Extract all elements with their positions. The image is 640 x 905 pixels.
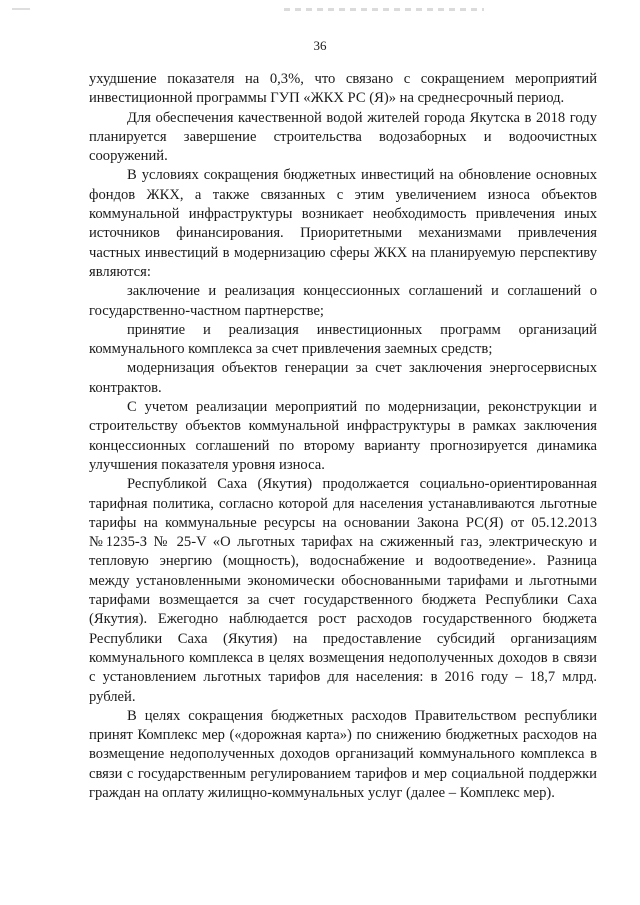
paragraph-3: В условиях сокращения бюджетных инвестиций на обновление основных фондов ЖКХ, а также связанных с этим увеличением износа объектов коммунальной инфраструктуры возникает необходимость привлечения иных источников финансирования. Приоритетными механизмами привлечения частных инвестиций в модернизацию сферы ЖКХ на планируемую перспективу являются: — [89, 167, 597, 280]
list-item-concessions: заключение и реализация концессионных соглашений и соглашений о государственно-частном партнерстве; — [89, 283, 597, 319]
list-item-investment-programs: принятие и реализация инвестиционных программ организаций коммунального комплекса за счет привлечения заемных средств; — [89, 321, 597, 358]
paragraph-1: ухудшение показателя на 0,3%, что связано с сокращением мероприятий инвестиционной программы ГУП «ЖКХ РС (Я)» на среднесрочный период. — [89, 71, 597, 107]
list-item-generation-modernization: модернизация объектов генерации за счет заключения энергосервисных контрактов. — [89, 360, 597, 396]
paragraph-6: В целях сокращения бюджетных расходов Правительством республики принят Комплекс мер («дорожная карта») по снижению бюджетных расходов на возмещение недополученных доходов организаций коммунального комплекса в связи с государственным регулированием тарифов и мер социальной поддержки граждан на оплату жилищно-коммунальных услуг (далее – Комплекс мер). — [89, 707, 597, 801]
scan-artifact-top — [284, 8, 484, 11]
document-body — [89, 70, 597, 803]
paragraph-5: Республикой Саха (Якутия) продолжается социально-ориентированная тарифная политика, согласно которой для населения устанавливаются льготные тарифы на коммунальные ресурсы на основании Закона РС(Я) от 05.12.2013 №1235-З № 25-V «О льготных тарифах на сжиженный газ, электрическую и тепловую энергию (мощность), водоснабжение и водоотведение». Разница между установленными экономически обоснованными тарифами и льготными тарифами возмещается за счет государственного бюджета Республики Саха (Якутия). Ежегодно наблюдается рост расходов государственного бюджета Республики Саха (Якутия) на предоставление субсидий организациям коммунального комплекса в целях возмещения недополученных доходов в связи с установлением льготных тарифов для населения: в 2016 году – 18,7 млрд. рублей. — [89, 476, 597, 705]
scan-artifact-left — [12, 8, 30, 10]
paragraph-4: С учетом реализации мероприятий по модернизации, реконструкции и строительству объектов коммунальной инфраструктуры в рамках заключения концессионных соглашений по второму варианту прогнозируется динамика улучшения показателя уровня износа. — [89, 399, 597, 473]
page-number: 36 — [313, 38, 327, 53]
paragraph-2: Для обеспечения качественной водой жителей города Якутска в 2018 году планируется завершение строительства водозаборных и водоочистных сооружений. — [89, 109, 597, 165]
